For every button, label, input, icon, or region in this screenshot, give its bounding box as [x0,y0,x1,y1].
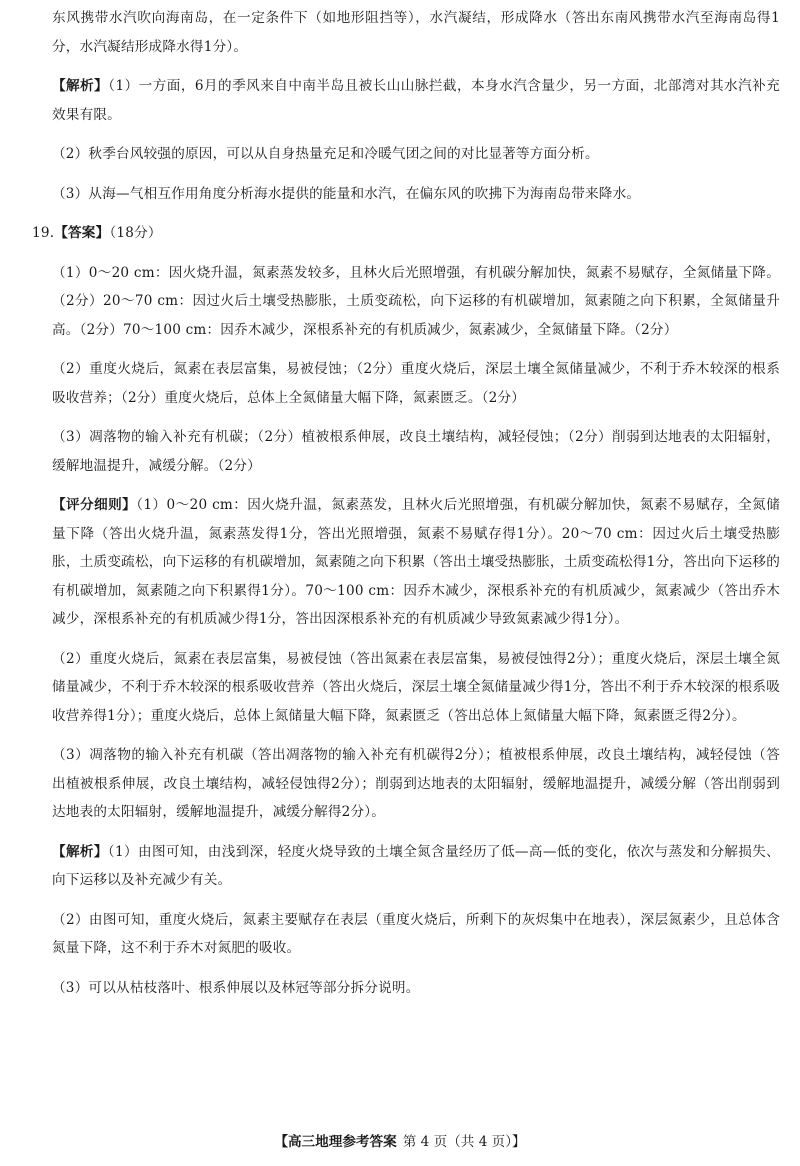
answer-tag: 【答案】 [54,225,110,241]
paragraph-18-analysis-1: 【解析】（1）一方面，6月的季风来自中南半岛且被长山山脉拦截，本身水汽含量少，另一方面，北部湾对其水汽补充效果有限。 [52,78,780,123]
analysis-tag: 【解析】 [52,78,109,94]
scoring-tag: 【评分细则】 [52,497,137,513]
paragraph-19-scoring-2: （2）重度火烧后，氮素在表层富集，易被侵蚀（答出氮素在表层富集，易被侵蚀得2分）；重度火烧后，深层土壤全氮储量减少，不利于乔木较深的根系吸收营养（答出火烧后，深层土壤全氮储量减少得1分，答出不利于乔木较深的根系吸收营养得1分）；重度火烧后，总体上氮储量大幅下降，氮素匮乏（答出总体上氮储量大幅下降，氮素匮乏得2分）。 [52,650,780,724]
paragraph-18-analysis-3: （3）从海—气相互作用角度分析海水提供的能量和水汽，在偏东风的吹拂下为海南岛带来降水。 [52,185,641,202]
paragraph-19-scoring-1: 【评分细则】（1）0～20 cm：因火烧升温，氮素蒸发，且林火后光照增强，有机碳分解加快，氮素不易赋存，全氮储量下降（答出火烧升温，氮素蒸发得1分，答出光照增强，氮素不易赋存得1分）。20～70 cm：因过火后土壤受热膨胀，土质变疏松，向下运移的有机碳增加，氮素随之向下积累（答出土壤受热膨胀，土质变疏松得1分，答出向下运移的有机碳增加，氮素随之向下积累得1分）。70～100 cm：因乔木减少，深根系补充的有机质减少，氮素减少（答出乔木减少，深根系补充的有机质减少得1分，答出因深根系补充的有机质减少导致氮素减少得1分）。 [52,497,781,627]
question-19-header [32,219,780,248]
paragraph-18-scoring-tail: 东风携带水汽吹向海南岛，在一定条件下（如地形阻挡等），水汽凝结，形成降水（答出东南风携带水汽至海南岛得1分，水汽凝结形成降水得1分）。 [52,10,780,55]
analysis-tag: 【解析】 [52,843,108,860]
paragraph-19-answer-3: （3）凋落物的输入补充有机碳；（2分）植被根系伸展，改良土壤结构，减轻侵蚀；（2分）削弱到达地表的太阳辐射，缓解地温提升，减缓分解。（2分） [52,429,780,474]
question-score: （18分） [109,225,162,241]
answer-content [32,4,781,1013]
footer-title: 【高三地理参考答案 [274,1134,397,1150]
paragraph-19-analysis-1: 【解析】（1）由图可知，由浅到深，轻度火烧导致的土壤全氮含量经历了低—高—低的变化，依次与蒸发和分解损失、向下运移以及补充减少有关。 [52,843,780,888]
paragraph-19-answer-1: （1）0～20 cm：因火烧升温，氮素蒸发较多，且林火后光照增强，有机碳分解加快，氮素不易赋存，全氮储量下降。（2分）20～70 cm：因过火后土壤受热膨胀，土质变疏松，向下运移的有机碳增加，氮素随之向下积累，全氮储量升高。（2分）70～100 cm：因乔木减少，深根系补充的有机质减少，氮素减少，全氮储量下降。（2分） [52,264,780,338]
paragraph-18-analysis-2: （2）秋季台风较强的原因，可以从自身热量充足和冷暖气团之间的对比显著等方面分析。 [52,146,599,162]
paragraph-19-answer-2: （2）重度火烧后，氮素在表层富集，易被侵蚀；（2分）重度火烧后，深层土壤全氮储量减少，不利于乔木较深的根系吸收营养；（2分）重度火烧后，总体上全氮储量大幅下降，氮素匮乏。（2分） [52,361,780,406]
footer-page-number: 第 4 页（共 4 页）】 [402,1134,526,1150]
paragraph-19-analysis-2: （2）由图可知，重度火烧后，氮素主要赋存在表层（重度火烧后，所剩下的灰烬集中在地表），深层氮素少，且总体含氮量下降，这不利于乔木对氮肥的吸收。 [52,911,780,956]
page-footer [0,1130,800,1150]
paragraph-19-scoring-3: （3）凋落物的输入补充有机碳（答出凋落物的输入补充有机碳得2分）；植被根系伸展，改良土壤结构，减轻侵蚀（答出植被根系伸展，改良土壤结构，减轻侵蚀得2分）；削弱到达地表的太阳辐射，缓解地温提升，减缓分解（答出削弱到达地表的太阳辐射，缓解地温提升，减缓分解得2分）。 [52,747,780,820]
question-number: 19. [32,225,55,241]
paragraph-19-analysis-3: （3）可以从枯枝落叶、根系伸展以及林冠等部分拆分说明。 [52,979,420,996]
